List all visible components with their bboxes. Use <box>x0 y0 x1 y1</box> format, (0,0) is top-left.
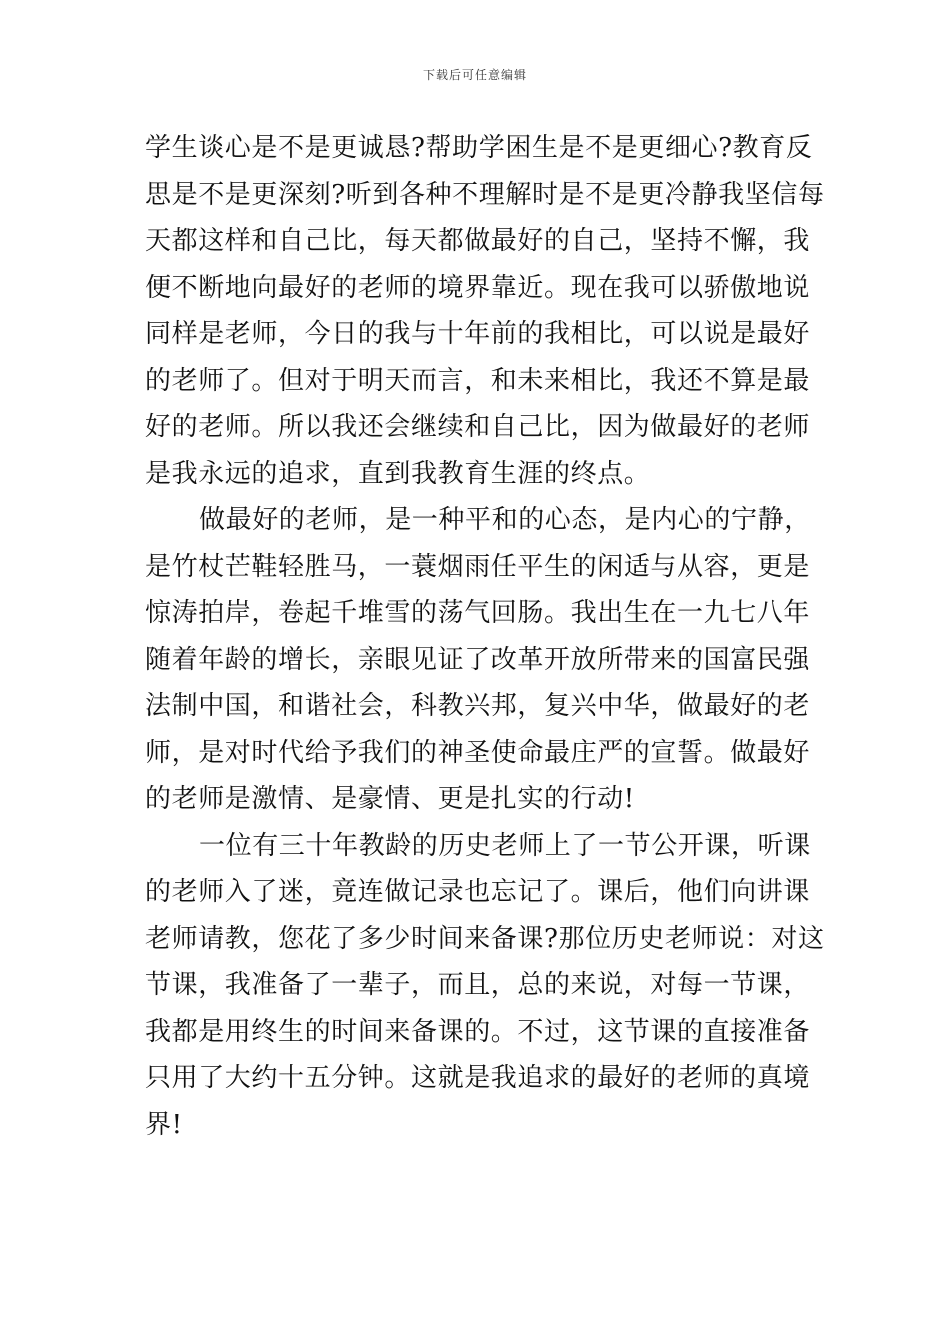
text-line: 的老师入了迷，竟连做记录也忘记了。课后，他们向讲课 <box>145 877 811 907</box>
text-line: 老师请教，您花了多少时间来备课?那位历史老师说：对这 <box>145 923 825 954</box>
text-line: 好的老师。所以我还会继续和自己比，因为做最好的老师 <box>145 412 811 442</box>
text-line: 师，是对时代给予我们的神圣使命最庄严的宣誓。做最好 <box>145 737 811 768</box>
text-line: 的老师是激情、是豪情、更是扎实的行动! <box>145 784 635 814</box>
document-body <box>145 125 825 1148</box>
paragraph-2 <box>145 497 811 823</box>
text-line: 界! <box>145 1109 183 1140</box>
text-line: 学生谈心是不是更诚恳?帮助学困生是不是更细心?教育反 <box>145 133 813 163</box>
text-line: 同样是老师，今日的我与十年前的我相比，可以说是最好 <box>145 319 811 349</box>
paragraph-1 <box>145 125 825 497</box>
text-line: 是竹杖芒鞋轻胜马，一蓑烟雨任平生的闲适与从容，更是 <box>145 551 811 582</box>
page-header-note: 下载后可任意编辑 <box>422 68 527 82</box>
text-line: 只用了大约十五分钟。这就是我追求的最好的老师的真境 <box>145 1063 811 1093</box>
text-line: 我都是用终生的时间来备课的。不过，这节课的直接准备 <box>145 1016 811 1047</box>
text-line: 的老师了。但对于明天而言，和未来相比，我还不算是最 <box>145 365 811 396</box>
text-line: 便不断地向最好的老师的境界靠近。现在我可以骄傲地说 <box>145 272 811 303</box>
text-line: 随着年龄的增长，亲眼见证了改革开放所带来的国富民强 <box>145 644 811 675</box>
text-line-indented: 一位有三十年教龄的历史老师上了一节公开课，听课 <box>199 830 811 861</box>
text-line: 是我永远的追求，直到我教育生涯的终点。 <box>145 458 651 489</box>
text-line: 天都这样和自己比，每天都做最好的自己，坚持不懈，我 <box>145 226 811 256</box>
text-line-indented: 做最好的老师，是一种平和的心态，是内心的宁静， <box>199 505 811 535</box>
text-line: 节课，我准备了一辈子，而且，总的来说，对每一节课， <box>145 970 811 1000</box>
text-line: 惊涛拍岸，卷起千堆雪的荡气回肠。我出生在一九七八年 <box>145 598 811 628</box>
text-line: 思是不是更深刻?听到各种不理解时是不是更冷静我坚信每 <box>145 179 825 210</box>
text-line: 法制中国，和谐社会，科教兴邦，复兴中华，做最好的老 <box>145 691 811 721</box>
paragraph-3 <box>145 823 825 1149</box>
